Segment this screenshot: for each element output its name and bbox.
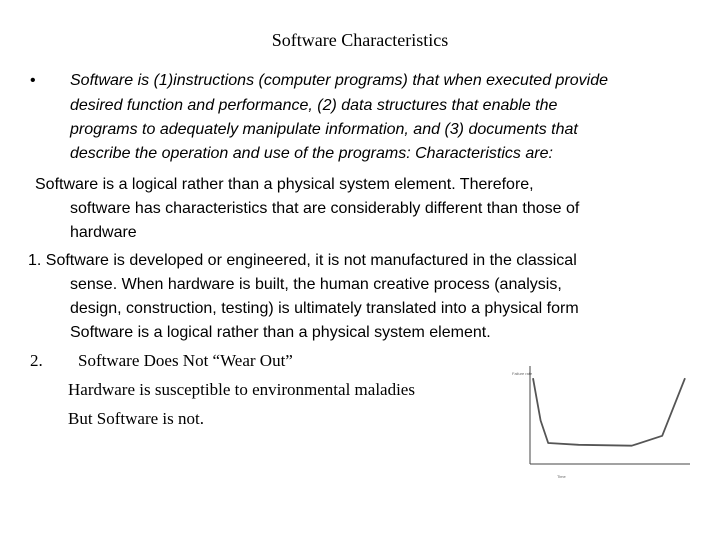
point1-line-4: Software is a logical rather than a physical system element. [70, 324, 491, 341]
logical-line-1: Software is a logical rather than a physical system element. Therefore, [35, 176, 534, 193]
logical-line-2: software has characteristics that are considerably different than those of [70, 200, 580, 217]
failure-rate-curve [533, 378, 685, 446]
point1-line-2: sense. When hardware is built, the human creative process (analysis, [70, 276, 562, 293]
intro-line-2: desired function and performance, (2) data structures that enable the [70, 97, 558, 114]
bullet-marker: • [30, 72, 36, 89]
point2-heading: Software Does Not “Wear Out” [78, 351, 293, 370]
point2-number: 2. [30, 351, 43, 370]
point2-line-2: Hardware is susceptible to environmental maladies [68, 380, 415, 399]
chart-ylabel: Failure rate [512, 371, 533, 376]
chart-xlabel: Time [557, 474, 566, 479]
slide-title: Software Characteristics [271, 30, 449, 50]
intro-line-3: programs to adequately manipulate information, and (3) documents that [70, 121, 578, 138]
failure-curve-chart [505, 356, 705, 486]
point1-line-3: design, construction, testing) is ultimately translated into a physical form [70, 300, 579, 317]
intro-line-1: Software is (1)instructions (computer programs) that when executed provide [70, 72, 609, 89]
intro-line-4: describe the operation and use of the programs: Characteristics are: [70, 145, 553, 162]
logical-line-3: hardware [70, 224, 137, 241]
point1-line-1: 1. Software is developed or engineered, it is not manufactured in the classical [28, 252, 577, 269]
point2-line-3: But Software is not. [68, 409, 204, 428]
